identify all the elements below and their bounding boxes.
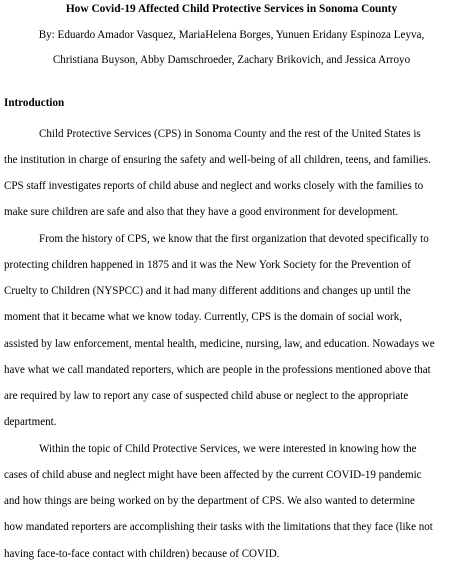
paragraph-3-line-2: cases of child abuse and neglect might have been affected by the current COVID-19 pandemic: [4, 469, 422, 481]
paragraph-2-line-3: Cruelty to Children (NYSPCC) and it had many different additions and changes up until the: [4, 285, 411, 297]
paragraph-3-line-1: Within the topic of Child Protective Services, we were interested in knowing how the: [39, 443, 417, 455]
paragraph-2-line-4: moment that it became what we know today. Currently, CPS is the domain of social work,: [4, 311, 403, 323]
paragraph-2-line-6: have what we call mandated reporters, which are people in the professions mentioned above that: [4, 364, 431, 376]
paragraph-1-line-3: CPS staff investigates reports of child abuse and neglect and works closely with the families to: [4, 180, 424, 192]
paragraph-2-line-1: From the history of CPS, we know that the first organization that devoted specifically to: [39, 233, 429, 245]
paragraph-2-line-2: protecting children happened in 1875 and it was the New York Society for the Prevention of: [4, 259, 411, 271]
paragraph-2-line-8: department.: [4, 416, 57, 428]
paragraph-1-line-4: make sure children are safe and also that they have a good environment for development.: [4, 206, 399, 218]
paragraph-3-line-4: how mandated reporters are accomplishing their tasks with the limitations that they face (like not: [4, 521, 433, 533]
section-heading-introduction: Introduction: [4, 97, 65, 109]
paragraph-2-line-7: are required by law to report any case of suspected child abuse or neglect to the appropriate: [4, 390, 409, 402]
paragraph-3-line-3: and how things are being worked on by the department of CPS. We also wanted to determine: [4, 495, 415, 507]
paragraph-1-line-1: Child Protective Services (CPS) in Sonoma County and the rest of the United States is: [39, 128, 421, 140]
document-title: How Covid-19 Affected Child Protective Services in Sonoma County: [65, 3, 398, 15]
paragraph-1-line-2: the institution in charge of ensuring the safety and well-being of all children, teens, and families.: [4, 154, 431, 166]
paragraph-2-line-5: assisted by law enforcement, mental health, medicine, nursing, law, and education. Nowadays we: [4, 338, 435, 350]
authors-line-1: By: Eduardo Amador Vasquez, MariaHelena Borges, Yunuen Eridany Espinoza Leyva,: [38, 29, 425, 41]
paragraph-3-line-5: having face-to-face contact with children) because of COVID.: [4, 548, 280, 560]
authors-line-2: Christiana Buyson, Abby Damschroeder, Zachary Brikovich, and Jessica Arroyo: [52, 54, 411, 66]
